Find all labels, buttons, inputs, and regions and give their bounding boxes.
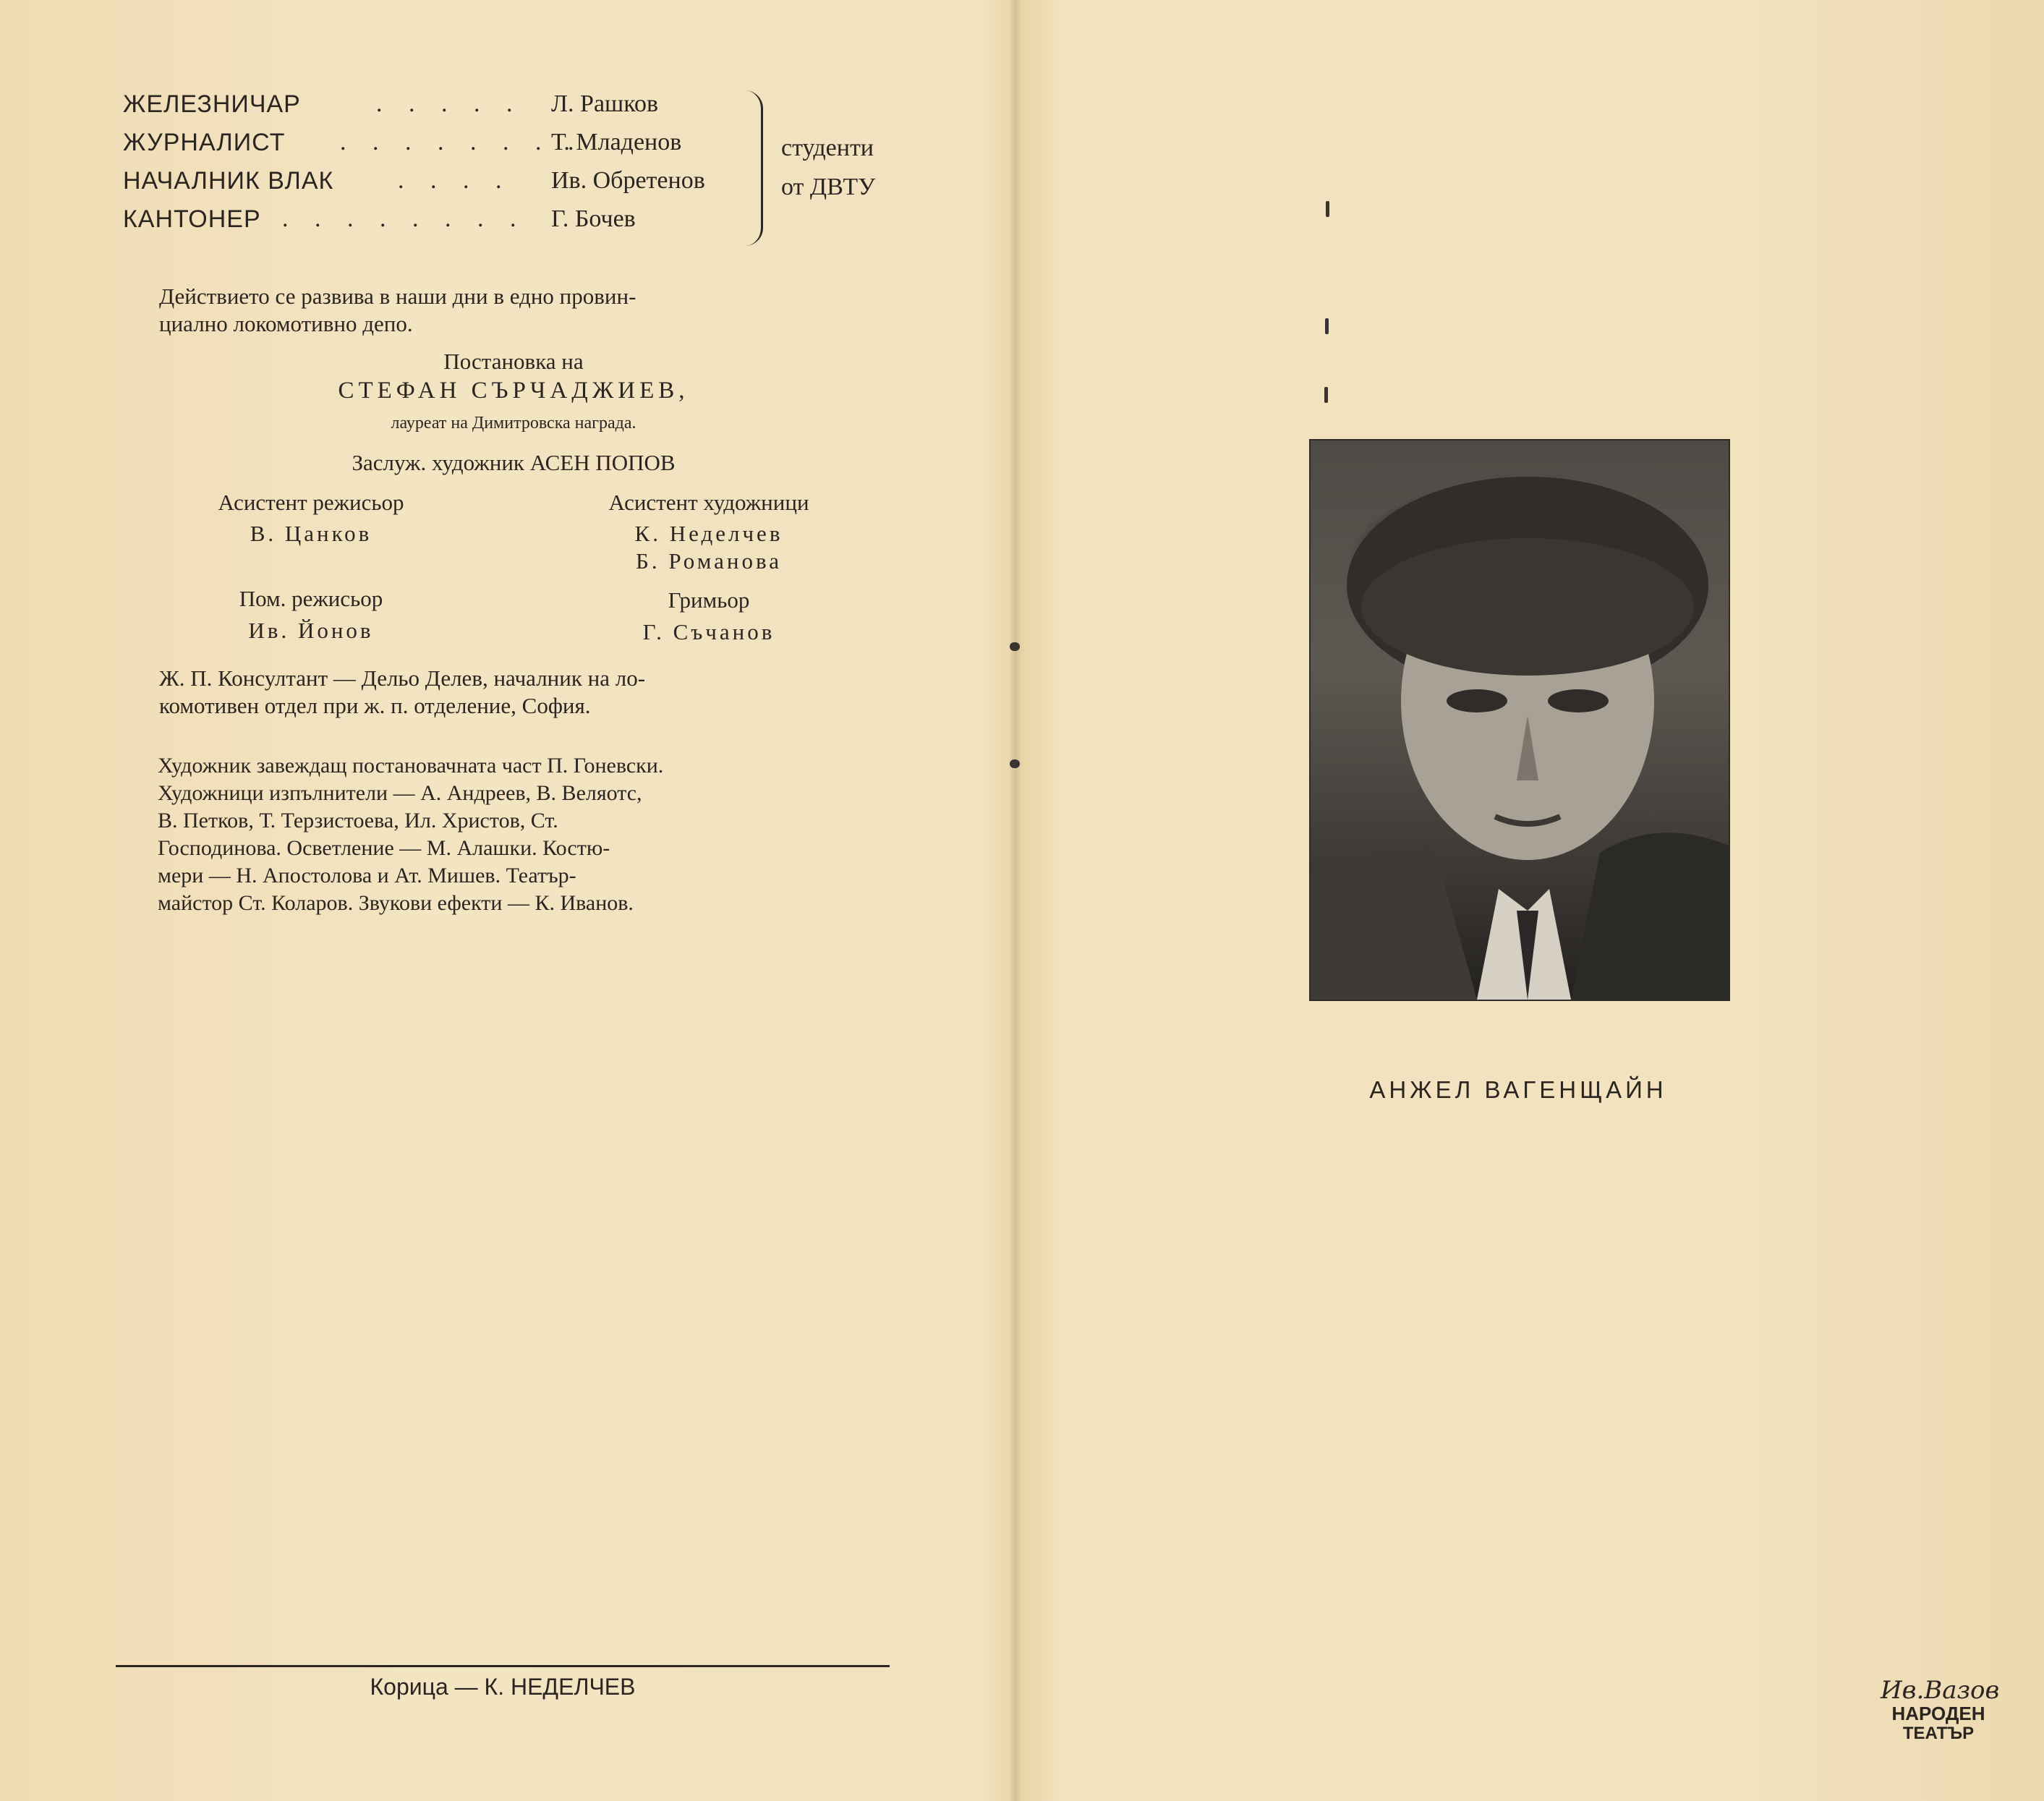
director-title: лауреат на Димитровска награда. [391,414,636,433]
staff-line: мери — Н. Апостолова и Ат. Мишев. Театър- [158,864,576,887]
asst-designer-2: Б. Романова [636,548,782,574]
director-name: СТЕФАН СЪРЧАДЖИЕВ, [338,378,689,404]
staff-line: Художник завеждащ постановачната част П. Гоневски. [158,754,664,778]
designer-credit: Заслуж. художник АСЕН ПОПОВ [352,450,676,475]
staff-line: майстор Ст. Коларов. Звукови ефекти — К. Иванов. [158,891,634,915]
cast-dots: . . . . . . . . [340,129,584,156]
consultant-line2: комотивен отдел при ж. п. отделение, София. [159,693,591,718]
cast-role: ЖЕЛЕЗНИЧАР [123,90,301,118]
cast-dots: . . . . [398,167,512,194]
stage-manager-label: Пом. режисьор [239,586,383,611]
staff-line: Художници изпълнители — А. Андреев, В. Веляотс, [158,781,642,805]
makeup-label: Гримьор [668,587,750,613]
cast-actor: Ив. Обретенов [551,167,705,194]
makeup-artist: Г. Съчанов [642,619,775,644]
asst-director-label: Асистент режисьор [218,490,404,515]
cast-brace [745,90,763,246]
portrait-caption: АНЖЕЛ ВАГЕНЩАЙН [1369,1076,1667,1103]
cast-dots: . . . . . [376,90,523,117]
cast-role: ЖУРНАЛИСТ [123,129,286,156]
cast-dots: . . . . . . . . [282,205,527,232]
asst-designers-label: Асистент художници [608,490,809,515]
theatre-logo [1881,1676,2000,1765]
setting-line2: циално локомотивно депо. [159,311,413,336]
binding-mark [1326,201,1329,217]
setting-line1: Действието се развива в наши дни в едно провин- [159,284,636,309]
cover-credit: Корица — К. НЕДЕЛЧЕВ [370,1674,636,1700]
cast-actor: Л. Рашков [551,90,659,117]
cast-note-line1: студенти [781,135,874,161]
staff-line: Господинова. Осветление — М. Алашки. Костю- [158,836,610,860]
cast-actor: Г. Бочев [551,205,636,232]
asst-director: В. Цанков [250,521,372,546]
cast-role: НАЧАЛНИК ВЛАК [123,167,334,195]
stage-manager: Ив. Йонов [248,618,374,643]
portrait-illustration [1311,440,1729,1000]
logo-signature: Ив.Вазов [1881,1676,2000,1705]
asst-designer-1: К. Неделчев [634,521,783,546]
binding-mark [1324,387,1328,403]
staple [1010,759,1020,768]
left-page [0,0,1013,1801]
staff-line: В. Петков, Т. Терзистоева, Ил. Христов, Ст. [158,809,558,833]
logo-line1: НАРОДЕН [1891,1703,1985,1724]
binding-mark [1325,318,1329,334]
cast-role: КАНТОНЕР [123,205,261,233]
logo-line2: ТЕАТЪР [1902,1724,1975,1743]
cast-actor: Т. Младенов [551,129,682,156]
footer-rule [116,1665,890,1667]
portrait-photo [1309,439,1730,1001]
staple [1010,642,1020,651]
cast-list [123,90,919,244]
cast-row [123,90,919,129]
cast-note-line2: от ДВТУ [781,174,876,200]
cast-row [123,205,919,244]
production-label: Постановка на [443,349,584,374]
consultant-line1: Ж. П. Консултант — Дельо Делев, началник на ло- [159,665,646,691]
